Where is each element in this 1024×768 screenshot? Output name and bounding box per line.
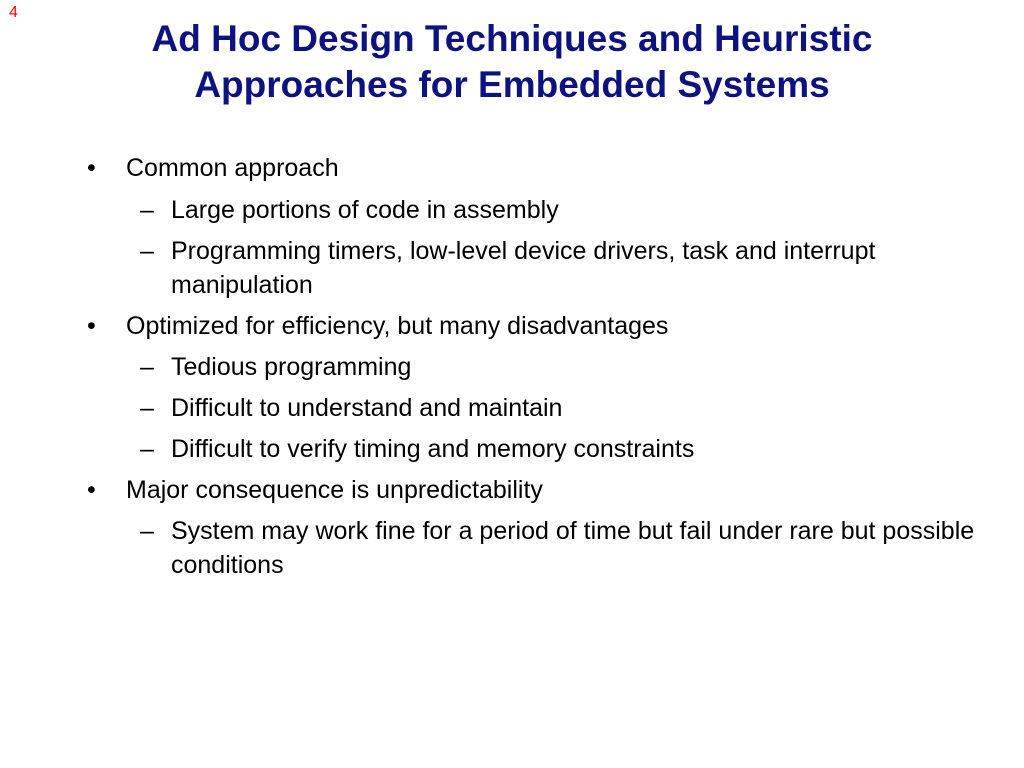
sub-item-text: Difficult to verify timing and memory constraints xyxy=(171,435,695,463)
bullet-icon: • xyxy=(87,154,96,182)
sub-item-text: Difficult to understand and maintain xyxy=(171,394,563,422)
slide-title-line-2: Approaches for Embedded Systems xyxy=(194,64,830,105)
slide-title-line-1: Ad Hoc Design Techniques and Heuristic xyxy=(151,18,873,59)
dash-icon: – xyxy=(140,237,154,265)
bullet-icon: • xyxy=(87,476,96,504)
dash-icon: – xyxy=(140,394,154,422)
dash-icon: – xyxy=(140,196,154,224)
sub-item-text: Large portions of code in assembly xyxy=(171,196,559,224)
bullet-text: Optimized for efficiency, but many disadvantages xyxy=(126,312,669,340)
sub-item-text: System may work fine for a period of time but fail under rare but possible conditions xyxy=(171,517,975,579)
bullet-icon: • xyxy=(87,312,96,340)
sub-item-text: Programming timers, low-level device drivers, task and interrupt manipulation xyxy=(171,237,876,299)
bullet-text: Common approach xyxy=(126,154,339,182)
dash-icon: – xyxy=(140,435,154,463)
slide-number: 4 xyxy=(9,4,18,21)
dash-icon: – xyxy=(140,517,154,545)
sub-item-text: Tedious programming xyxy=(171,353,412,381)
dash-icon: – xyxy=(140,353,154,381)
bullet-text: Major consequence is unpredictability xyxy=(126,476,543,504)
